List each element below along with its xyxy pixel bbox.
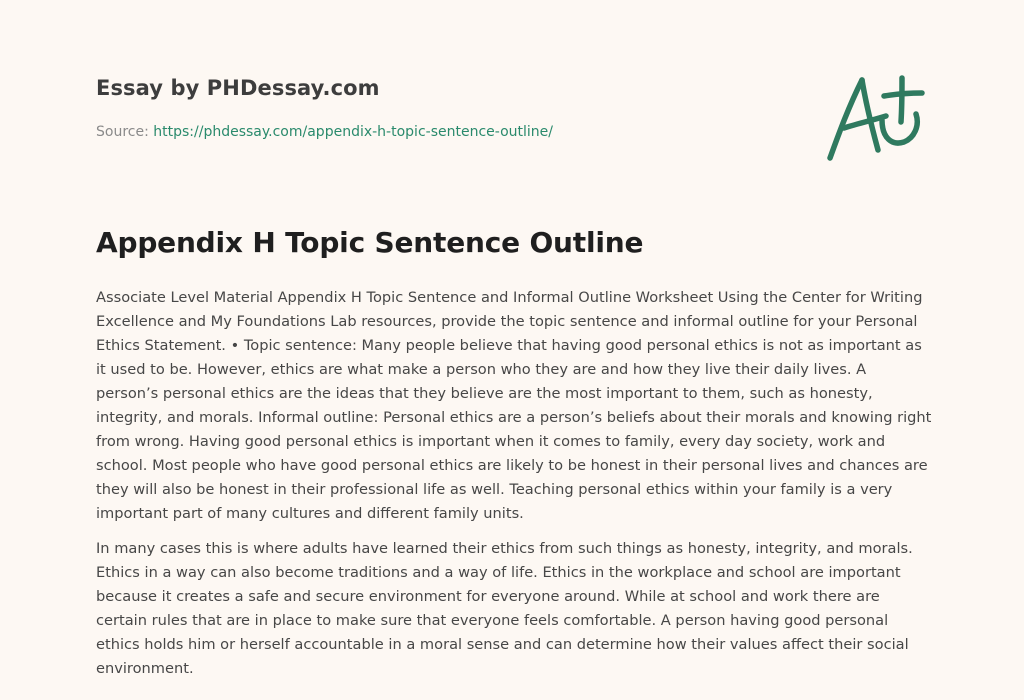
essay-paragraph: In many cases this is where adults have learned their ethics from such things as honesty, integrity, and morals. Ethics in a way can also become traditions and a way of life. Ethics in the workplace and school are important because it creates a safe and secure environment for everyone around. While at school and work there are certain rules that are in place to make sure that everyone feels comfortable. A person having good personal ethics holds him or herself accountable in a moral sense and can determine how their values affect their social environment. [96,540,913,677]
essay-paragraph: Associate Level Material Appendix H Topic Sentence and Informal Outline Worksheet Using the Center for Writing Excellence and My Foundations Lab resources, provide the topic sentence and informal outline for your Personal Ethics Statement. • Topic sentence: Many people believe that having good personal ethics is not as important as it used to be. However, ethics are what make a person who they are and how they live their daily lives. A person’s personal ethics are the ideas that they believe are the most important to them, such as honesty, integrity, and morals. Informal outline: Personal ethics are a person’s beliefs about their morals and knowing right from wrong. Having good personal ethics is important when it comes to family, every day society, work and school. Most people who have good personal ethics are likely to be honest in their personal lives and chances are they will also be honest in their professional life as well. Teaching personal ethics within your family is a very important part of many cultures and different family units. [96,289,932,522]
source-label: Source: [96,124,149,140]
essay-body [96,286,932,692]
source-line [96,124,553,140]
page-title: Appendix H Topic Sentence Outline [96,226,644,259]
a-plus-grade-icon [818,66,928,166]
site-brand: Essay by PHDessay.com [96,76,380,100]
source-link[interactable]: https://phdessay.com/appendix-h-topic-sentence-outline/ [153,124,553,140]
